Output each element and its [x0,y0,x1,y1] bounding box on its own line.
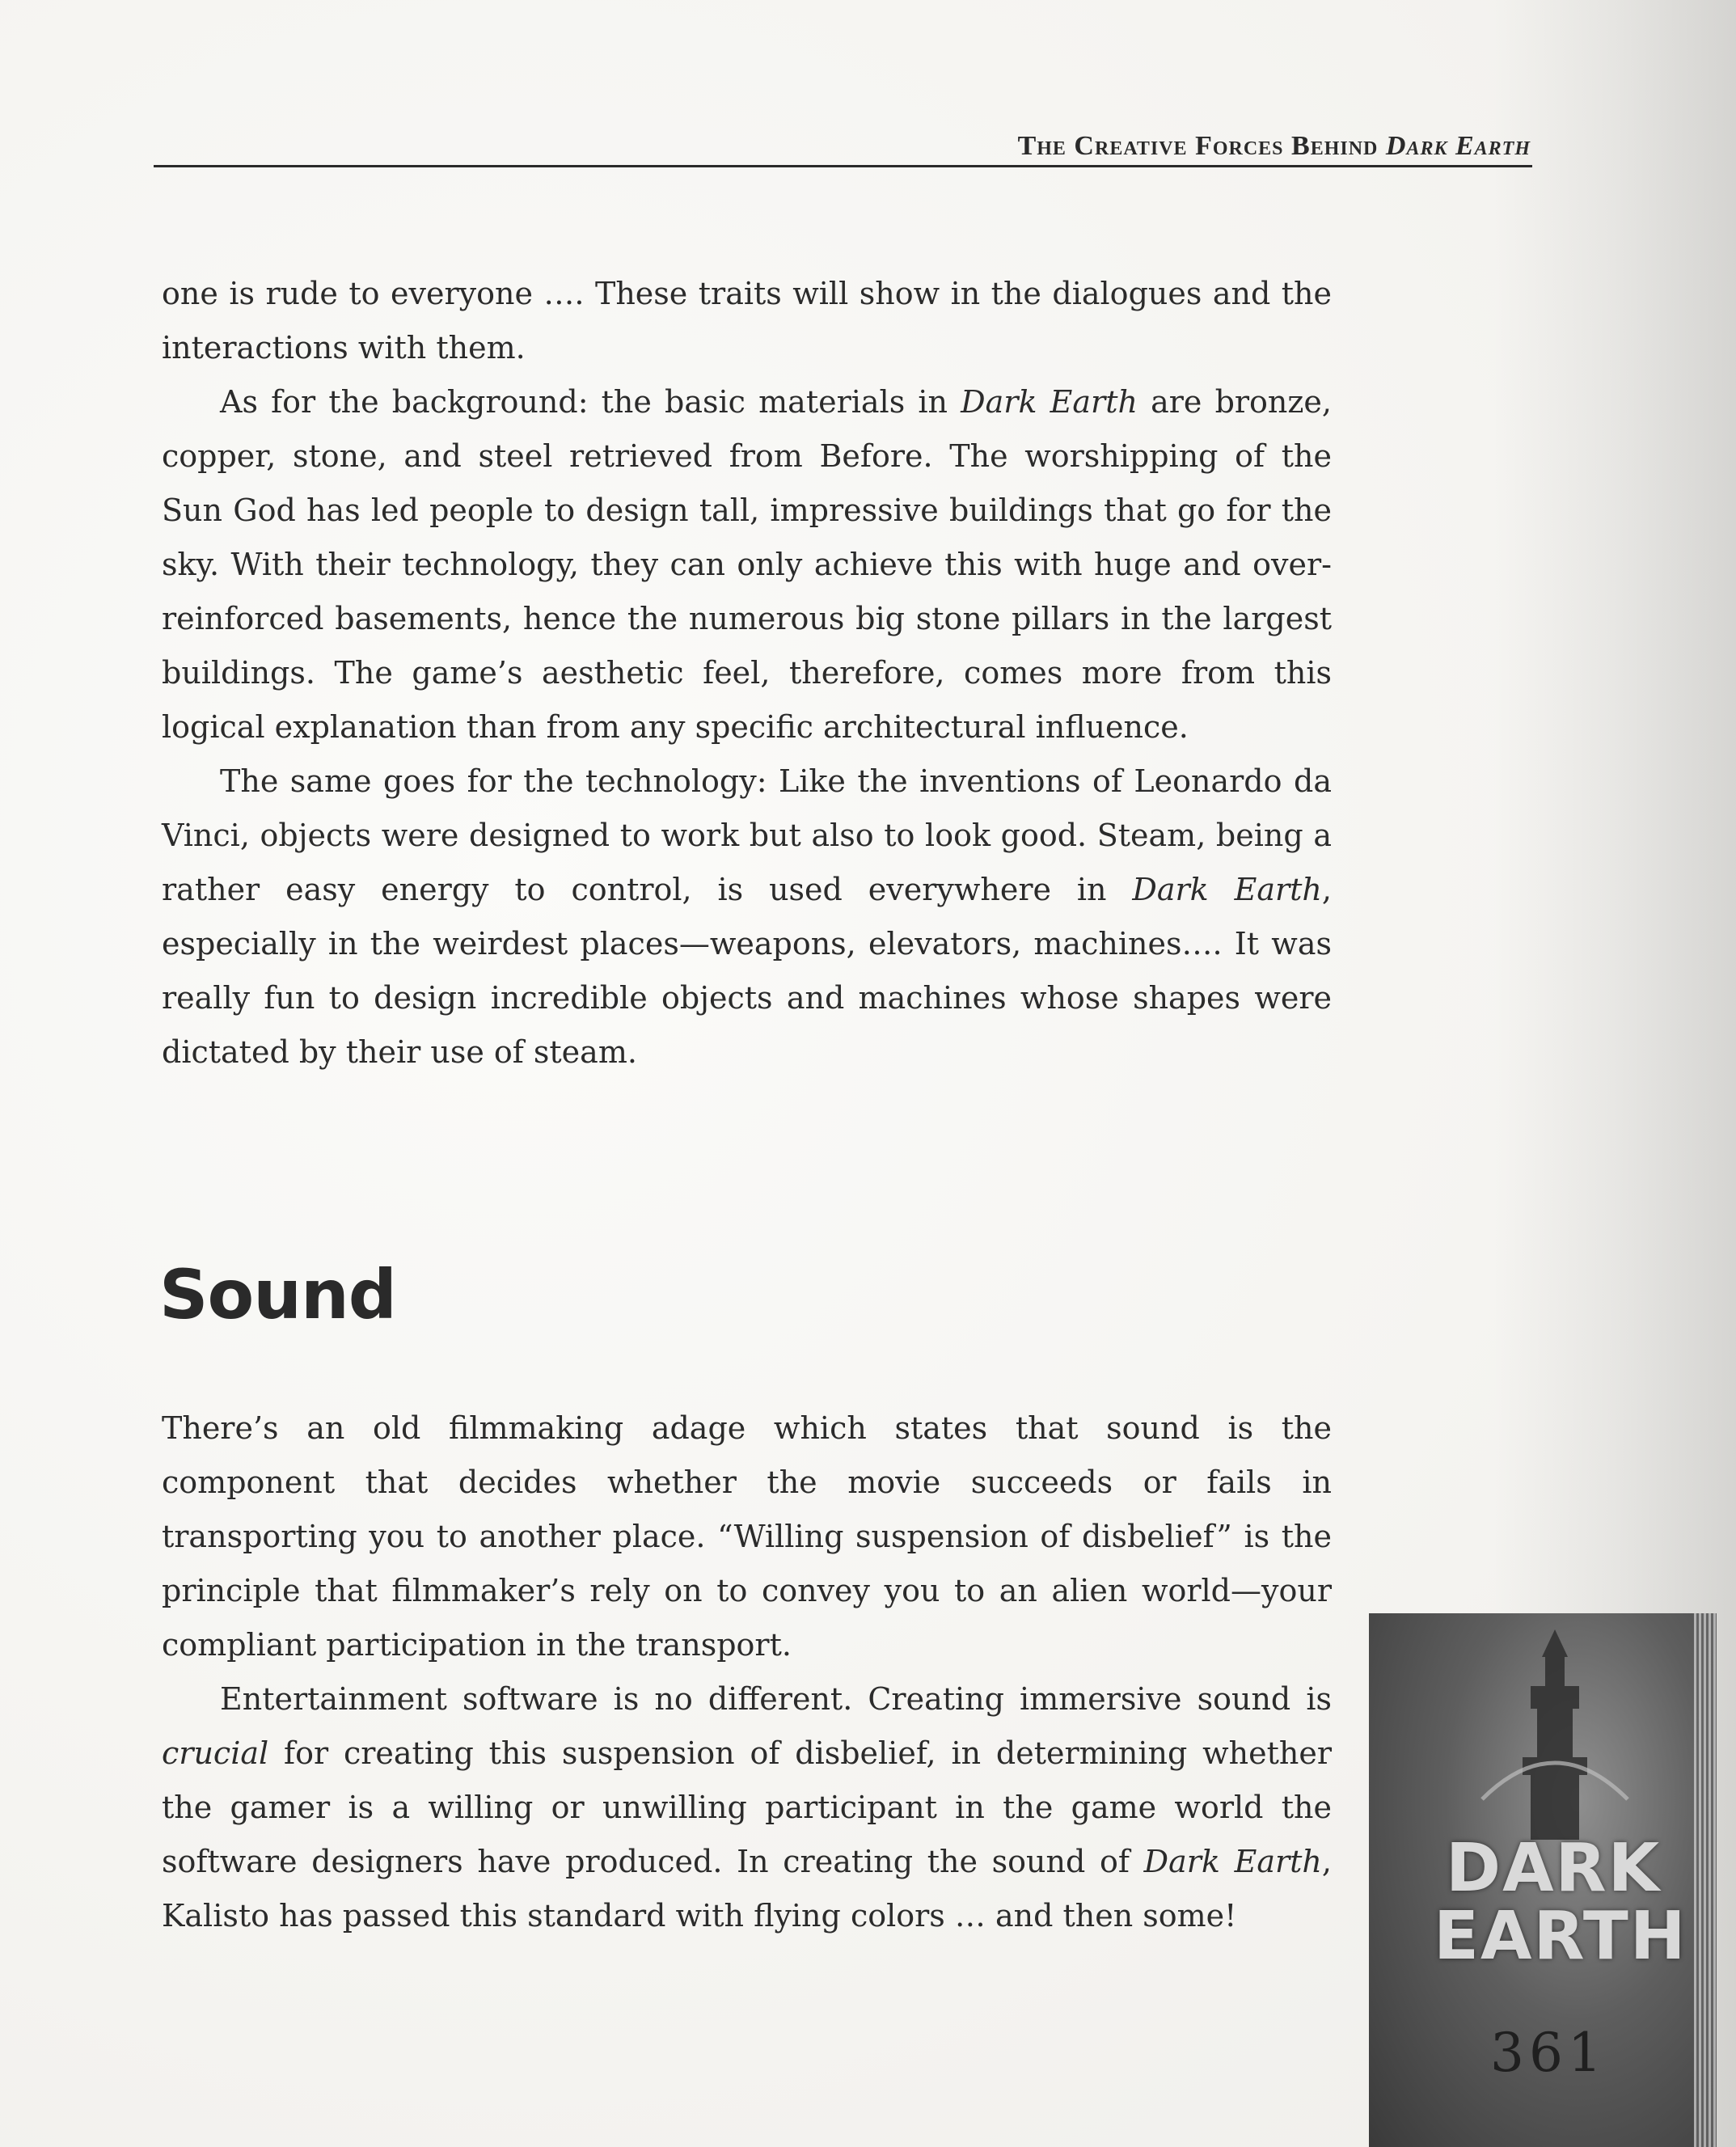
text-run: The same goes for the technology: Like the inventions of Leonardo da Vinci, objects were designed to work but also to look good. Steam, being a rather easy energy to control, is used everywhere in [162,763,1332,907]
tower-illustration [1474,1629,1636,1840]
text-run: are bronze, copper, stone, and steel retrieved from Before. The worshipping of the Sun God has led people to design tall, impressive buildings that go for the sky. With their technology, they can only achieve this with huge and over-reinforced basements, hence the numerous big stone pillars in the largest buildings. The game’s aesthetic feel, therefore, comes more from this logical explanation than from any specific architectural influence. [162,384,1332,745]
text-run: , Kalisto has passed this standard with flying colors … and then some! [162,1844,1332,1934]
body-text-top [162,267,1332,1080]
paragraph [162,375,1332,754]
text-run: , especially in the weirdest places—weapons, elevators, machines…. It was really fun to design incredible objects and machines whose shapes were dictated by their use of steam. [162,872,1332,1070]
running-head [154,120,1532,167]
running-head-prefix: The Creative Forces Behind [1017,131,1386,161]
paragraph [162,754,1332,1080]
logo-text-dark: DARK [1446,1830,1662,1907]
page-number: 361 [1490,2022,1607,2084]
italic-text: Dark Earth [1132,872,1322,907]
paragraph [162,1401,1332,1672]
text-run: As for the background: the basic materials in [220,384,961,420]
text-run: Entertainment software is no different. Creating immersive sound is [220,1681,1332,1717]
page-edge [1694,1613,1717,2147]
paragraph [162,267,1332,375]
logo-text-earth: EARTH [1434,1898,1687,1975]
running-head-text [1018,131,1531,162]
section-heading-sound: Sound [159,1255,396,1334]
text-run: There’s an old filmmaking adage which states that sound is the component that decides whether the movie succeeds or fails in transporting you to another place. “Willing suspension of disbelief” is the principle that filmmaker’s rely on to convey you to an alien world—your compliant participation in the transport. [162,1410,1332,1663]
italic-text: Dark Earth [1143,1844,1322,1879]
italic-text: Dark Earth [961,384,1138,420]
text-run: one is rude to everyone …. These traits will show in the dialogues and the interactions with them. [162,276,1332,366]
running-head-title: Dark Earth [1385,131,1531,161]
text-run: for creating this suspension of disbelief, in determining whether the gamer is a willing or unwilling participant in the game world the software designers have produced. In creating the sound of [162,1735,1332,1879]
italic-text: crucial [162,1735,269,1771]
thumb-tab [1369,1613,1717,2147]
body-text-sound [162,1401,1332,1943]
paragraph [162,1672,1332,1943]
